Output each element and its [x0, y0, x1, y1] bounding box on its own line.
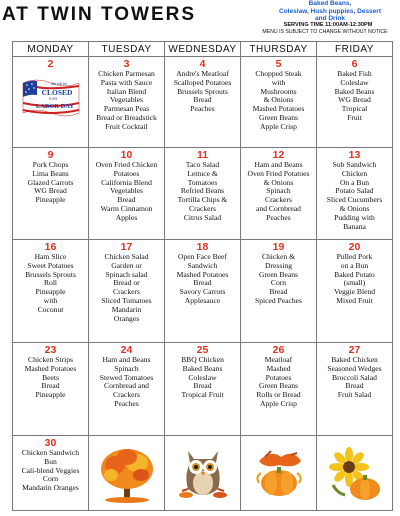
day-number: 19	[272, 241, 285, 253]
menu-item: Mandarin Oranges	[22, 483, 79, 493]
menu-item: Potatoes	[265, 372, 292, 382]
cell-illustration	[89, 446, 164, 502]
day-number: 9	[47, 149, 54, 161]
calendar-week-row	[13, 57, 393, 148]
day-number: 30	[44, 437, 57, 449]
menu-item: Ham and Beans	[254, 160, 303, 169]
day-number: 10	[120, 149, 133, 161]
menu-item: Mashed Potatoes	[252, 104, 305, 114]
menu-item: Mandarin	[111, 304, 142, 314]
calendar-day-cell	[317, 148, 393, 240]
menu-item: & Onions	[339, 203, 370, 213]
labor-day-closed: CLOSED	[41, 88, 72, 97]
calendar-body	[13, 57, 393, 511]
menu-item: Corn	[270, 278, 287, 288]
menu-items	[13, 449, 88, 493]
menu-item: Coleslaw	[340, 77, 369, 87]
menu-items	[165, 253, 240, 306]
calendar-day-cell	[13, 240, 89, 343]
calendar-day-cell	[13, 148, 89, 240]
cell-illustration	[13, 70, 88, 126]
calendar-day-cell	[89, 343, 165, 436]
calendar-day-cell	[165, 57, 241, 148]
top-note-line: Baked Beans,	[308, 0, 352, 7]
menu-items	[241, 70, 316, 132]
menu-item: Green Beans	[258, 269, 298, 279]
menu-items	[13, 356, 88, 400]
menu-item: Banana	[343, 221, 366, 231]
top-note-line: and Drink	[315, 15, 345, 22]
menu-item: Pineapple	[35, 390, 66, 400]
weekday-header: FRIDAY	[317, 42, 393, 57]
menu-item: Pasta with Sauce	[100, 77, 153, 87]
menu-item: Baked Beans	[182, 363, 223, 373]
calendar-week-row	[13, 343, 393, 436]
menu-item: Vegetables	[110, 186, 143, 196]
calendar-week-row	[13, 240, 393, 343]
weekday-header-row	[13, 42, 393, 57]
menu-item: Taco Salad	[185, 160, 220, 169]
top-note-line: Coleslaw, Hush puppies, Dessert	[279, 7, 381, 15]
menu-item: Warm Cinnamon	[100, 203, 153, 213]
menu-item: Fruit Salad	[337, 390, 372, 400]
menu-item: Mushrooms	[260, 86, 297, 96]
menu-item: Spiced Peaches	[254, 295, 303, 305]
menu-item: Green Beans	[258, 112, 298, 122]
menu-item: Peaches	[190, 104, 215, 114]
menu-item: Baked Potato	[334, 269, 375, 279]
calendar-day-cell	[89, 148, 165, 240]
menu-item: Refried Beans	[180, 186, 225, 196]
menu-item: Bread or Breadstick	[96, 112, 157, 122]
cell-illustration	[317, 446, 392, 502]
menu-item: Brussels Sprouts	[25, 269, 76, 279]
menu-item: Spinach	[114, 363, 139, 373]
calendar-day-cell	[165, 436, 241, 511]
menu-item: Bread	[345, 381, 364, 391]
menu-item: Chicken Salad	[104, 252, 149, 261]
menu-item: Baked Chicken	[331, 355, 378, 364]
menu-item: Savory Carrots	[179, 287, 226, 297]
autumn-tree-icon	[97, 445, 157, 503]
calendar-day-cell	[317, 343, 393, 436]
menu-item: Tropical Fruit	[181, 390, 224, 400]
menu-item: Pineapple	[35, 287, 66, 297]
menu-item: Coleslaw	[188, 372, 217, 382]
labor-day-small: We will be	[50, 82, 67, 86]
menu-items	[89, 161, 164, 223]
menu-item: Broccoli Salad	[332, 372, 377, 382]
menu-calendar	[12, 41, 393, 511]
menu-item: Pudding with	[334, 212, 375, 222]
menu-item: Mashed Potatoes	[176, 269, 229, 279]
menu-item: & Onions	[263, 177, 294, 187]
menu-items	[89, 70, 164, 132]
menu-items	[89, 356, 164, 409]
menu-item: Mashed Potatoes	[24, 363, 77, 373]
menu-item: and Cornbread	[256, 203, 301, 213]
menu-item: Spinach	[266, 186, 291, 196]
menu-item: Peaches	[266, 212, 291, 222]
menu-item: Crackers	[189, 203, 216, 213]
menu-item: Chicken Sandwich	[21, 448, 80, 457]
menu-item: with	[43, 295, 58, 305]
menu-items	[165, 70, 240, 114]
menu-item: Open Face Beef	[178, 252, 227, 261]
menu-item: Baked Fish	[337, 69, 372, 78]
calendar-day-cell	[241, 436, 317, 511]
day-number: 23	[44, 344, 57, 356]
weekday-header: WEDNESDAY	[165, 42, 241, 57]
menu-item: Bread	[193, 278, 212, 288]
menu-item: & Onions	[263, 95, 294, 105]
labor-day-text: LABOR DAY	[35, 103, 74, 110]
menu-item: Crackers	[113, 287, 140, 297]
menu-item: Rolls or Bread	[256, 390, 301, 400]
menu-item: Spinach salad	[105, 269, 148, 279]
day-number: 2	[47, 58, 54, 70]
menu-item: Tropical	[341, 104, 368, 114]
change-disclaimer: MENU IS SUBJECT TO CHANGE WITHOUT NOTICE	[262, 29, 388, 35]
menu-items	[317, 161, 392, 231]
menu-item: BBQ Chicken	[181, 355, 224, 364]
menu-item: Chicken &	[261, 252, 296, 261]
menu-item: Applesauce	[184, 295, 221, 305]
weekday-header: MONDAY	[13, 42, 89, 57]
menu-item: Baked Beans	[334, 86, 375, 96]
menu-item: Parmesan Peas	[103, 104, 150, 114]
menu-item: Ham and Beans	[102, 355, 151, 364]
calendar-day-cell	[165, 240, 241, 343]
menu-item: Citrus Salad	[183, 212, 222, 222]
menu-item: Bread	[269, 287, 288, 297]
menu-item: Pulled Pork	[336, 252, 373, 261]
menu-item: Seasoned Wedges	[327, 363, 382, 373]
menu-item: Pineapple	[35, 195, 66, 205]
top-note	[268, 0, 392, 23]
menu-items	[317, 356, 392, 400]
menu-item: Beets	[42, 372, 59, 382]
menu-item: Corn	[42, 474, 59, 484]
menu-item: Crackers	[265, 195, 292, 205]
menu-item: Bun	[44, 456, 57, 466]
menu-items	[13, 161, 88, 205]
menu-item: Lima Beans	[32, 168, 69, 178]
menu-item: Chicken Strips	[28, 355, 73, 364]
menu-item: Dressing	[265, 260, 292, 270]
day-number: 17	[120, 241, 133, 253]
menu-item: Bread	[193, 381, 212, 391]
day-number: 18	[196, 241, 209, 253]
labor-day-for: FOR	[48, 96, 57, 101]
menu-item: Vegetables	[110, 95, 143, 105]
menu-item: Mashed	[266, 363, 291, 373]
calendar-week-row	[13, 436, 393, 511]
menu-item: Sliced Cucumbers	[326, 195, 383, 205]
menu-items	[165, 161, 240, 223]
cell-illustration	[241, 446, 316, 502]
weekday-header: THURSDAY	[241, 42, 317, 57]
menu-item: Ham Slice	[34, 252, 67, 261]
calendar-day-cell	[89, 240, 165, 343]
menu-item: Chicken	[341, 168, 368, 178]
day-number: 11	[196, 149, 209, 161]
menu-item: Andre's Meatloaf	[176, 69, 229, 78]
menu-item: on a Bun	[340, 260, 369, 270]
menu-item: Sliced Tomatoes	[101, 295, 152, 305]
menu-item: Chicken Parmesan	[98, 69, 155, 78]
menu-item: Apples	[115, 212, 138, 222]
weekday-header: TUESDAY	[89, 42, 165, 57]
menu-item: Fruit	[347, 112, 362, 122]
menu-item: with	[271, 77, 286, 87]
menu-item: Roll	[43, 278, 58, 288]
menu-item: Chopped Steak	[255, 69, 302, 78]
calendar-day-cell	[89, 57, 165, 148]
menu-item: California Blend	[101, 177, 152, 187]
menu-item: Cornbread and	[104, 381, 149, 391]
day-number: 16	[44, 241, 57, 253]
labor-day-flag-icon	[21, 73, 81, 123]
day-number: 12	[272, 149, 285, 161]
menu-item: Scalloped Potatoes	[173, 77, 232, 87]
calendar-day-cell	[13, 436, 89, 511]
calendar-day-cell	[317, 436, 393, 511]
menu-item: (small)	[343, 278, 366, 288]
menu-item: Meatloaf	[264, 355, 293, 364]
menu-item: Garden or	[111, 260, 142, 270]
day-number: 24	[120, 344, 133, 356]
calendar-day-cell	[165, 343, 241, 436]
menu-item: Potatoes	[113, 168, 140, 178]
cell-illustration	[165, 446, 240, 502]
calendar-day-cell	[165, 148, 241, 240]
menu-item: Stewed Tomatoes	[99, 372, 154, 382]
menu-item: Glazed Carrots	[27, 177, 74, 187]
day-number: 4	[199, 58, 206, 70]
serving-time: SERVING TIME 11:00AM-12:30PM	[283, 22, 373, 28]
menu-item: Oven Fried Chicken	[95, 160, 158, 169]
menu-item: Apple Crisp	[260, 121, 297, 131]
menu-item: Potato Salad	[335, 186, 374, 196]
sunflower-pumpkin-icon	[327, 445, 383, 503]
menu-item: Brussels Sprouts	[177, 86, 228, 96]
menu-item: Apple Crisp	[260, 398, 297, 408]
menu-item: Coconut	[37, 304, 64, 314]
menu-item: On a Bun	[339, 177, 370, 187]
calendar-day-cell	[317, 57, 393, 148]
calendar-day-cell	[241, 57, 317, 148]
menu-item: Veggie Blend	[333, 287, 376, 297]
menu-items	[89, 253, 164, 323]
calendar-day-cell	[13, 343, 89, 436]
menu-item: Italian Blend	[106, 86, 147, 96]
calendar-week-row	[13, 148, 393, 240]
menu-item: Tomatoes	[187, 177, 218, 187]
calendar-day-cell	[89, 436, 165, 511]
calendar-day-cell	[241, 148, 317, 240]
menu-items	[13, 253, 88, 315]
menu-item: Bread	[41, 381, 60, 391]
day-number: 26	[272, 344, 285, 356]
calendar-day-cell	[13, 57, 89, 148]
menu-items	[241, 356, 316, 409]
menu-item: Peaches	[114, 398, 139, 408]
calendar-day-cell	[317, 240, 393, 343]
menu-item: Green Beans	[258, 381, 298, 391]
day-number: 27	[348, 344, 361, 356]
menu-item: Tortilla Chips &	[177, 195, 228, 205]
owl-icon	[178, 445, 228, 503]
menu-item: Oranges	[113, 313, 140, 323]
menu-items	[165, 356, 240, 400]
menu-item: Sweet Potatoes	[27, 260, 74, 270]
menu-items	[241, 161, 316, 223]
menu-item: Sandwich	[187, 260, 218, 270]
menu-item: Cali-blend Veggies	[21, 465, 80, 475]
pumpkins-icon	[251, 447, 307, 501]
menu-item: Pork Chops	[32, 160, 69, 169]
menu-items	[241, 253, 316, 306]
menu-item: WG Bread	[34, 186, 67, 196]
menu-items	[317, 70, 392, 123]
calendar-day-cell	[241, 343, 317, 436]
menu-item: Crackers	[113, 390, 140, 400]
menu-item: WG Bread	[338, 95, 371, 105]
menu-item: Bread or	[113, 278, 140, 288]
day-number: 25	[196, 344, 209, 356]
menu-item: Mixed Fruit	[336, 295, 373, 305]
menu-item: Bread	[117, 195, 136, 205]
day-number: 5	[275, 58, 282, 70]
menu-item: Lettuce &	[187, 168, 218, 178]
menu-item: Sub Sandwich	[332, 160, 377, 169]
menu-item: Fruit Cocktail	[105, 121, 148, 131]
page-title: AT TWIN TOWERS	[2, 4, 197, 25]
day-number: 13	[348, 149, 361, 161]
day-number: 3	[123, 58, 130, 70]
day-number: 20	[348, 241, 361, 253]
menu-item: Oven Fried Potatoes	[247, 168, 310, 178]
calendar-day-cell	[241, 240, 317, 343]
day-number: 6	[351, 58, 358, 70]
menu-item: Bread	[193, 95, 212, 105]
menu-items	[317, 253, 392, 306]
